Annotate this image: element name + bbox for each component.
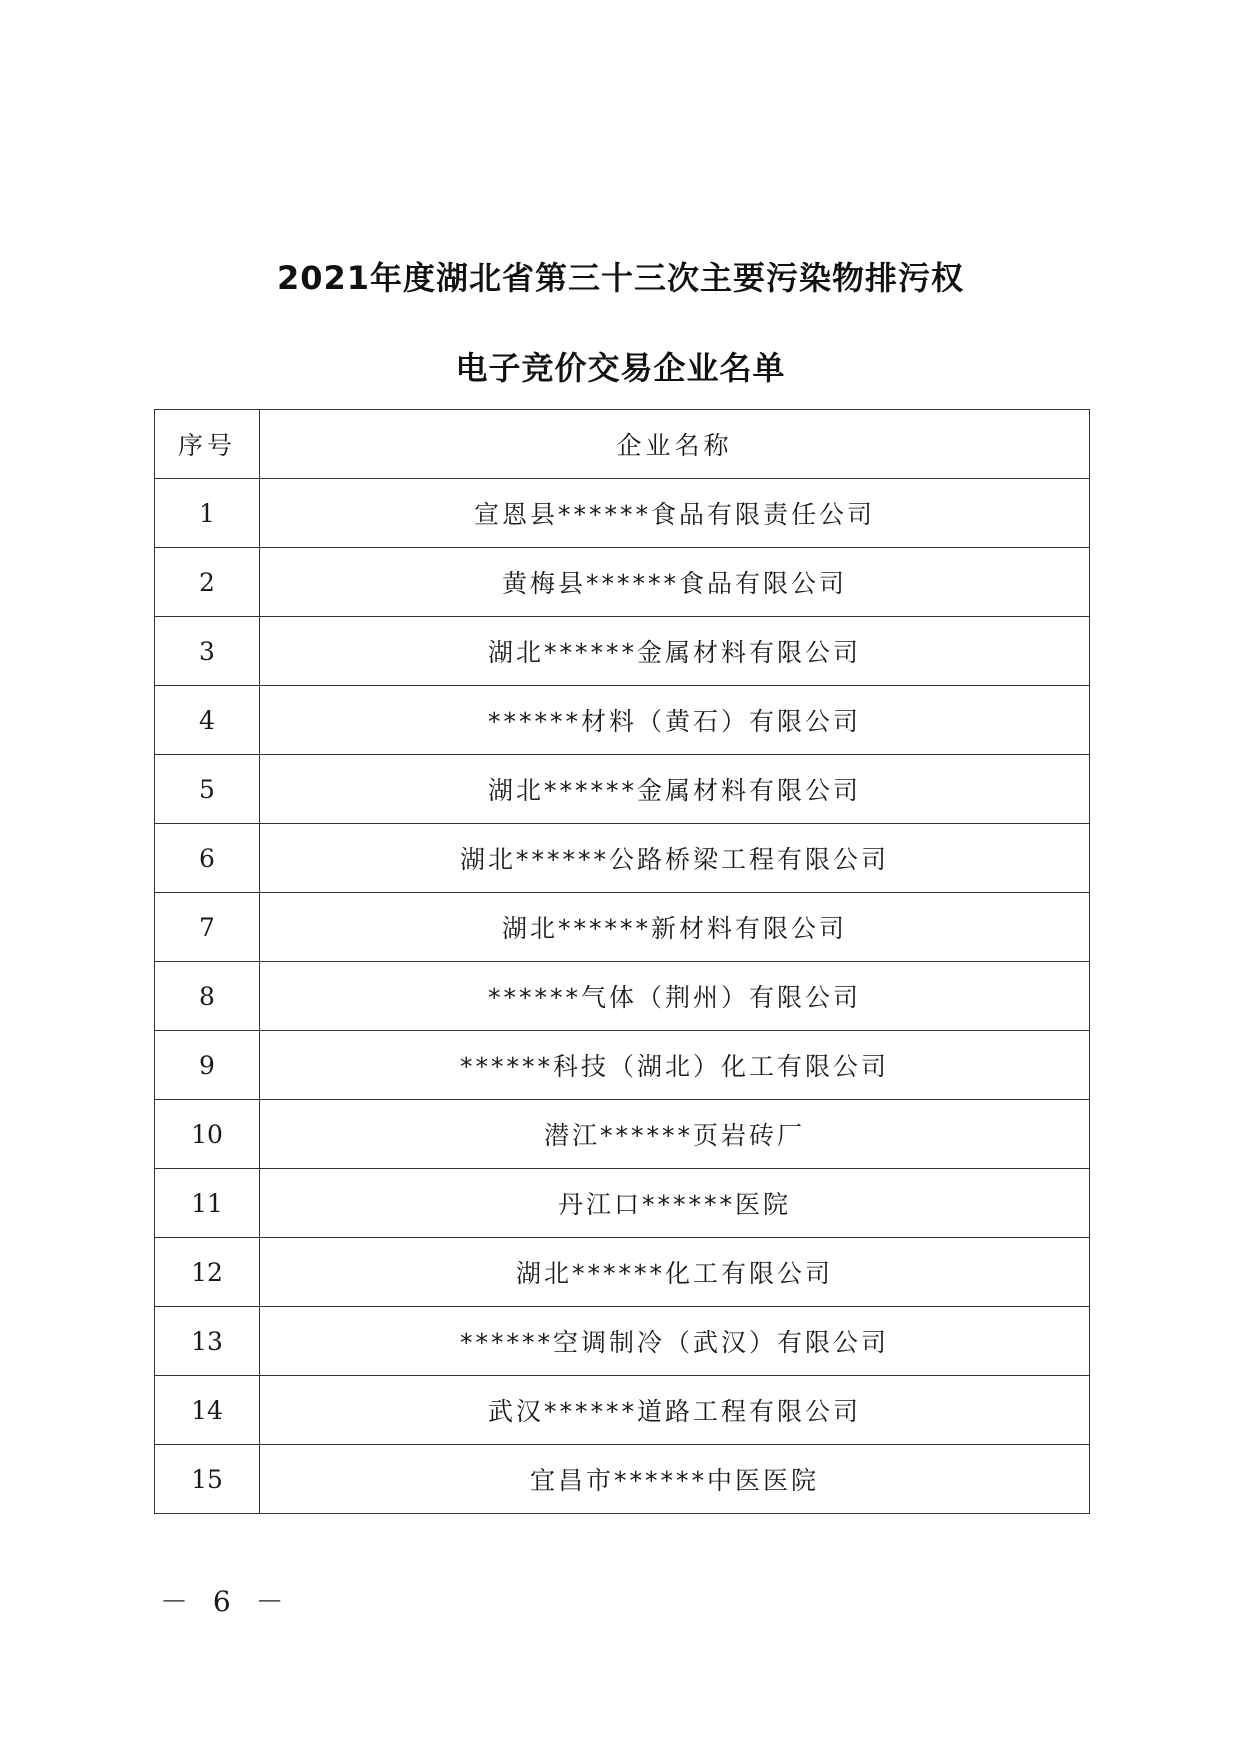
enterprise-list-table <box>154 409 1090 1514</box>
row-seq: 2 <box>155 548 260 617</box>
row-seq: 9 <box>155 1031 260 1100</box>
row-seq: 4 <box>155 686 260 755</box>
table-row <box>155 548 1090 617</box>
row-seq: 10 <box>155 1100 260 1169</box>
table-row <box>155 962 1090 1031</box>
table-row <box>155 1376 1090 1445</box>
row-enterprise-name: 湖北******金属材料有限公司 <box>260 617 1090 686</box>
row-enterprise-name: 宣恩县******食品有限责任公司 <box>260 479 1090 548</box>
row-enterprise-name: 黄梅县******食品有限公司 <box>260 548 1090 617</box>
table-row <box>155 755 1090 824</box>
row-seq: 3 <box>155 617 260 686</box>
row-seq: 1 <box>155 479 260 548</box>
row-enterprise-name: ******空调制冷（武汉）有限公司 <box>260 1307 1090 1376</box>
table-row <box>155 479 1090 548</box>
row-enterprise-name: 湖北******公路桥梁工程有限公司 <box>260 824 1090 893</box>
table-row <box>155 1238 1090 1307</box>
row-seq: 14 <box>155 1376 260 1445</box>
row-enterprise-name: 湖北******新材料有限公司 <box>260 893 1090 962</box>
row-enterprise-name: 湖北******化工有限公司 <box>260 1238 1090 1307</box>
table-row <box>155 686 1090 755</box>
row-enterprise-name: ******科技（湖北）化工有限公司 <box>260 1031 1090 1100</box>
document-title-line-2: 电子竞价交易企业名单 <box>455 349 786 387</box>
row-enterprise-name: 湖北******金属材料有限公司 <box>260 755 1090 824</box>
row-seq: 8 <box>155 962 260 1031</box>
page-number: － 6 － <box>160 1585 292 1618</box>
table-row <box>155 1445 1090 1514</box>
row-enterprise-name: 武汉******道路工程有限公司 <box>260 1376 1090 1445</box>
column-header-seq: 序号 <box>155 410 260 479</box>
row-seq: 7 <box>155 893 260 962</box>
row-enterprise-name: ******气体（荆州）有限公司 <box>260 962 1090 1031</box>
table-row <box>155 824 1090 893</box>
table-row <box>155 1307 1090 1376</box>
document-title-line-1: 2021年度湖北省第三十三次主要污染物排污权 <box>276 259 965 297</box>
row-seq: 5 <box>155 755 260 824</box>
column-header-name: 企业名称 <box>260 410 1090 479</box>
row-enterprise-name: 宜昌市******中医医院 <box>260 1445 1090 1514</box>
row-seq: 11 <box>155 1169 260 1238</box>
row-enterprise-name: ******材料（黄石）有限公司 <box>260 686 1090 755</box>
row-enterprise-name: 潜江******页岩砖厂 <box>260 1100 1090 1169</box>
row-seq: 15 <box>155 1445 260 1514</box>
row-seq: 13 <box>155 1307 260 1376</box>
table-row <box>155 1100 1090 1169</box>
table-row <box>155 617 1090 686</box>
row-seq: 6 <box>155 824 260 893</box>
table-row <box>155 1169 1090 1238</box>
row-seq: 12 <box>155 1238 260 1307</box>
table-header-row <box>155 410 1090 479</box>
row-enterprise-name: 丹江口******医院 <box>260 1169 1090 1238</box>
table-row <box>155 1031 1090 1100</box>
table-row <box>155 893 1090 962</box>
